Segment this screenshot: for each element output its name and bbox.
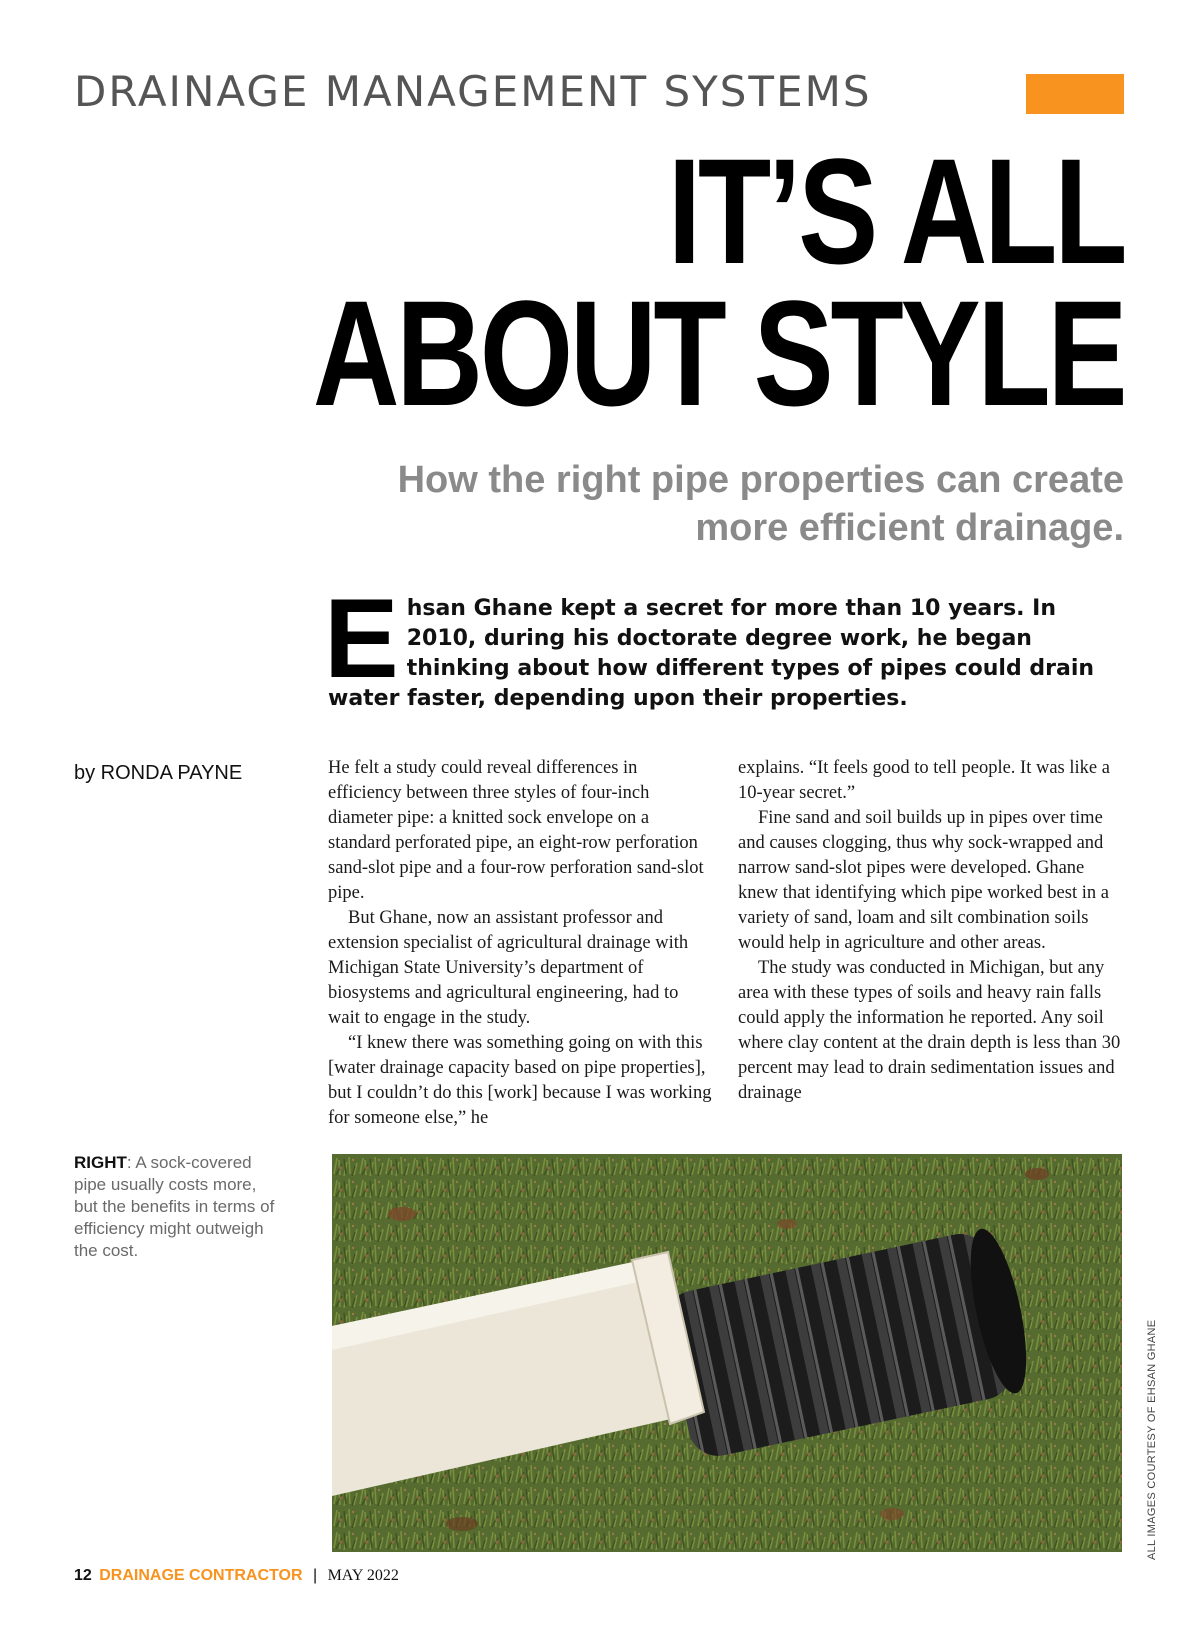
body-paragraph: The study was conducted in Michigan, but any area with these types of soils and heavy rain falls could apply the information he reported. Any soil where clay content at the drain depth is less than 30 percent may lead to drain sedimentation issues and drainage [738, 958, 1121, 1103]
page-number: 12 [74, 1567, 92, 1584]
page-footer [74, 1566, 399, 1586]
issue-date: MAY 2022 [327, 1567, 399, 1584]
section-header: DRAINAGE MANAGEMENT SYSTEMS [74, 67, 872, 116]
pipe-photo [332, 1154, 1122, 1552]
footer-separator: | [312, 1567, 318, 1584]
body-paragraph: “I knew there was something going on with this [water drainage capacity based on pipe properties], but I couldn’t do this [work] because I was working for someone else,” he [328, 1033, 712, 1128]
body-column-1 [328, 756, 714, 1131]
pipe-photo-illustration [332, 1154, 1122, 1552]
body-column-2 [738, 756, 1124, 1106]
caption-text: : A sock-covered pipe usually costs more, but the benefits in terms of efficiency might outweigh the cost. [74, 1153, 275, 1260]
headline [312, 127, 1124, 437]
subheadline: How the right pipe properties can create more efficient drainage. [397, 459, 1124, 549]
body-paragraph: explains. “It feels good to tell people. It was like a 10-year secret.” [738, 758, 1110, 803]
headline-line-2: ABOUT STYLE [312, 269, 1124, 437]
body-paragraph: Fine sand and soil builds up in pipes over time and causes clogging, thus why sock-wrapped and narrow sand-slot pipes were developed. Ghane knew that identifying which pipe worked best in a variety of sand, loam and silt combination soils would help in agriculture and other areas. [738, 808, 1109, 953]
magazine-name: DRAINAGE CONTRACTOR [99, 1567, 303, 1584]
body-paragraph: He felt a study could reveal differences in efficiency between three styles of four-inch diameter pipe: a knitted sock envelope on a standard perforated pipe, an eight-row perforation sand-slot pipe and a four-row perforation sand-slot pipe. [328, 758, 704, 903]
headline-line-1: IT’S ALL [667, 127, 1124, 295]
caption-label: RIGHT [74, 1153, 127, 1172]
intro-paragraph [324, 576, 1118, 714]
section-accent-bar [1026, 74, 1124, 114]
drop-cap: E [324, 576, 399, 701]
byline: by RONDA PAYNE [74, 762, 243, 784]
photo-credit: ALL IMAGES COURTESY OF EHSAN GHANE [1146, 1319, 1158, 1560]
photo-caption [74, 1152, 279, 1262]
intro-text: hsan Ghane kept a secret for more than 10 years. In 2010, during his doctorate degree work, he began thinking about how different types of pipes could drain water faster, depending upon their properties. [328, 596, 1095, 711]
body-paragraph: But Ghane, now an assistant professor and extension specialist of agricultural drainage with Michigan State University’s department of biosystems and agricultural engineering, had to wait to engage in the study. [328, 908, 689, 1028]
